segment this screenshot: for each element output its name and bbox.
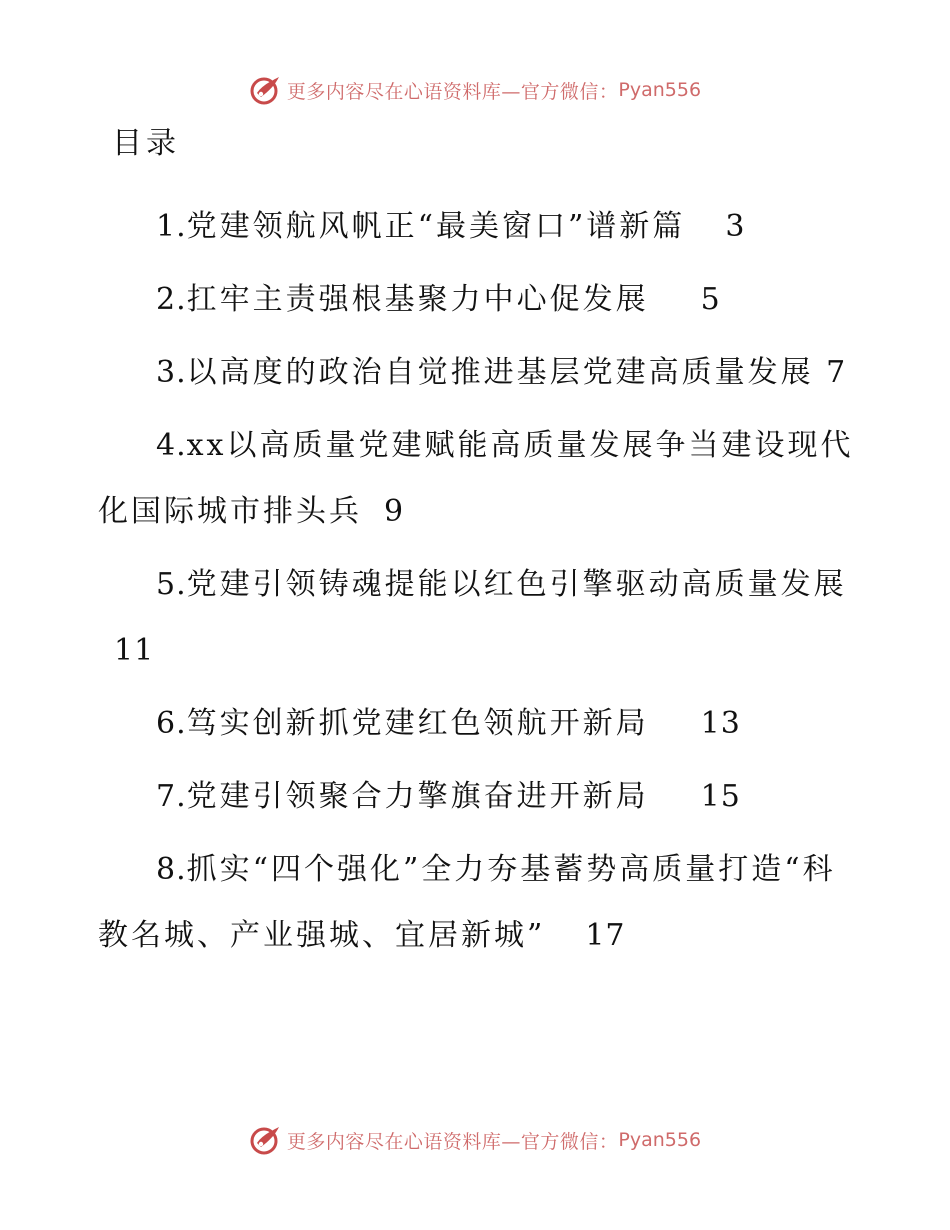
toc-item[interactable] bbox=[98, 413, 858, 545]
toc-item-page: 13 bbox=[700, 706, 741, 741]
toc-item-number: 8. bbox=[156, 852, 187, 887]
watermark-footer bbox=[0, 1120, 950, 1160]
toc-item-page: 5 bbox=[700, 282, 721, 317]
toc-item-page: 9 bbox=[384, 494, 405, 529]
toc-item[interactable] bbox=[98, 552, 858, 684]
toc-item-title: 党建引领聚合力擎旗奋进开新局 bbox=[186, 779, 649, 814]
pen-logo-icon bbox=[249, 1123, 283, 1157]
pen-logo-icon bbox=[249, 73, 283, 107]
toc-item-page: 15 bbox=[700, 779, 741, 814]
toc-item-number: 7. bbox=[156, 779, 187, 814]
toc-item-title: 抓实“四个强化”全力夯基蓄势高质量打造“科教名城、产业强城、宜居新城” bbox=[98, 852, 836, 953]
watermark-text: 更多内容尽在心语资料库—官方微信： bbox=[286, 1130, 619, 1153]
watermark-wechat-id: Pyan556 bbox=[618, 1129, 702, 1151]
toc-item-title: xx以高质量党建赋能高质量发展争当建设现代化国际城市排头兵 bbox=[98, 428, 854, 529]
toc-item-page: 11 bbox=[114, 633, 155, 668]
toc-item-number: 4. bbox=[156, 428, 187, 463]
toc-item-page: 17 bbox=[585, 918, 626, 953]
toc-item-title: 党建领航风帆正“最美窗口”谱新篇 bbox=[186, 209, 686, 244]
toc-item[interactable] bbox=[98, 691, 858, 757]
toc-list bbox=[98, 194, 858, 976]
toc-item-number: 5. bbox=[156, 567, 187, 602]
watermark-wechat-id: Pyan556 bbox=[618, 79, 702, 101]
toc-item[interactable] bbox=[98, 267, 858, 333]
toc-item-number: 6. bbox=[156, 706, 187, 741]
toc-item-page: 7 bbox=[826, 355, 847, 390]
toc-item-number: 2. bbox=[156, 282, 187, 317]
toc-item[interactable] bbox=[98, 764, 858, 830]
watermark-text: 更多内容尽在心语资料库—官方微信： bbox=[286, 80, 619, 103]
toc-item-number: 1. bbox=[156, 209, 187, 244]
toc-item-number: 3. bbox=[156, 355, 187, 390]
toc-item-title: 以高度的政治自觉推进基层党建高质量发展 bbox=[186, 355, 814, 390]
toc-item-title: 笃实创新抓党建红色领航开新局 bbox=[186, 706, 649, 741]
toc-item-title: 党建引领铸魂提能以红色引擎驱动高质量发展 bbox=[186, 567, 847, 602]
toc-item[interactable] bbox=[98, 340, 858, 406]
toc-title: 目录 bbox=[112, 126, 180, 161]
toc-item-page: 3 bbox=[725, 209, 746, 244]
watermark-header bbox=[0, 70, 950, 110]
toc-item[interactable] bbox=[98, 837, 858, 969]
toc-item[interactable] bbox=[98, 194, 858, 260]
toc-item-title: 扛牢主责强根基聚力中心促发展 bbox=[186, 282, 649, 317]
